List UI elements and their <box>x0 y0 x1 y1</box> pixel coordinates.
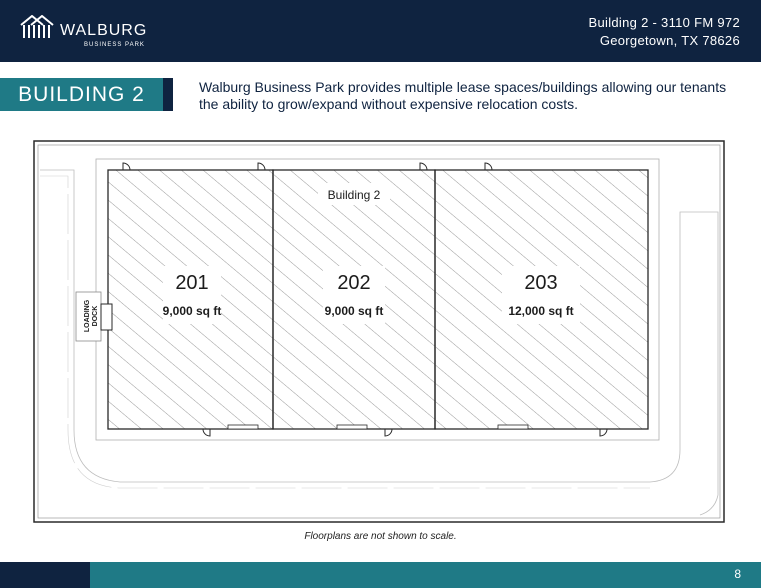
suite-201-number: 201 <box>175 272 209 294</box>
door-swing-icon <box>203 429 210 436</box>
intro-text: Walburg Business Park provides multiple lease spaces/buildings allowing our tenants the ability to grow/expand without expensive relocation costs. <box>199 79 727 112</box>
building-label: Building 2 <box>327 188 381 202</box>
footer-bar <box>90 562 761 588</box>
address-line-2: Georgetown, TX 78626 <box>599 33 740 48</box>
scale-note: Floorplans are not shown to scale. <box>304 531 457 542</box>
door-swing-icon <box>385 429 392 436</box>
footer-left-block <box>0 562 90 588</box>
page-title: BUILDING 2 <box>18 83 145 106</box>
page-number: 8 <box>734 567 741 581</box>
door-swing-icon <box>123 163 130 170</box>
door-swing-icon <box>420 163 427 170</box>
suite-203-area: 12,000 sq ft <box>508 304 574 318</box>
door-swing-icon <box>258 163 265 170</box>
door-swing-icon <box>600 429 607 436</box>
logo-subtitle: BUSINESS PARK <box>84 42 145 48</box>
loading-dock-label-line1: LOADING <box>84 299 91 333</box>
suite-202-number: 202 <box>337 272 371 294</box>
address-line-1: Building 2 - 3110 FM 972 <box>588 15 740 30</box>
logo-name: WALBURG <box>60 22 148 39</box>
loading-dock-door <box>101 304 112 330</box>
door-swing-icon <box>485 163 492 170</box>
suite-203-number: 203 <box>524 272 558 294</box>
overhead-door <box>337 425 367 429</box>
loading-dock-label-line2: DOCK <box>92 305 99 327</box>
overhead-door <box>228 425 258 429</box>
overhead-door <box>498 425 528 429</box>
suite-201-area: 9,000 sq ft <box>162 304 222 318</box>
suite-202-area: 9,000 sq ft <box>324 304 384 318</box>
